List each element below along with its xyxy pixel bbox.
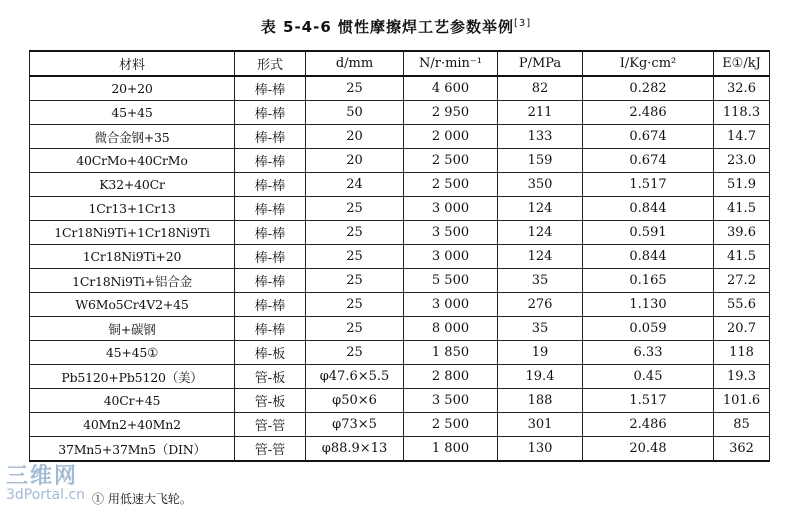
cell-form: 棒-棒 <box>235 149 306 173</box>
watermark-bottom: 3dPortal.cn <box>6 487 86 503</box>
table-row <box>30 269 770 293</box>
cell-speed: 3 500 <box>404 221 498 245</box>
cell-diameter: φ73×5 <box>306 413 404 437</box>
cell-diameter: 25 <box>306 197 404 221</box>
cell-diameter: 25 <box>306 269 404 293</box>
cell-form: 棒-棒 <box>235 293 306 317</box>
cell-diameter: 20 <box>306 149 404 173</box>
cell-material: 1Cr18Ni9Ti+20 <box>30 245 235 269</box>
cell-energy: 20.7 <box>714 317 770 341</box>
cell-speed: 3 500 <box>404 389 498 413</box>
cell-material: 45+45 <box>30 101 235 125</box>
cell-inertia: 1.517 <box>583 389 714 413</box>
table-row <box>30 101 770 125</box>
cell-pressure: 276 <box>498 293 583 317</box>
cell-material: 40Mn2+40Mn2 <box>30 413 235 437</box>
cell-speed: 8 000 <box>404 317 498 341</box>
table-row <box>30 341 770 365</box>
cell-form: 棒-棒 <box>235 317 306 341</box>
cell-pressure: 211 <box>498 101 583 125</box>
cell-pressure: 188 <box>498 389 583 413</box>
cell-inertia: 0.674 <box>583 149 714 173</box>
cell-energy: 118 <box>714 341 770 365</box>
cell-material: 1Cr18Ni9Ti+铝合金 <box>30 269 235 293</box>
cell-inertia: 0.282 <box>583 76 714 101</box>
cell-material: 1Cr18Ni9Ti+1Cr18Ni9Ti <box>30 221 235 245</box>
cell-form: 管-板 <box>235 389 306 413</box>
cell-pressure: 301 <box>498 413 583 437</box>
cell-material: Pb5120+Pb5120（美） <box>30 365 235 389</box>
cell-speed: 2 950 <box>404 101 498 125</box>
cell-diameter: 25 <box>306 293 404 317</box>
cell-speed: 3 000 <box>404 245 498 269</box>
cell-pressure: 35 <box>498 317 583 341</box>
cell-inertia: 0.591 <box>583 221 714 245</box>
cell-inertia: 6.33 <box>583 341 714 365</box>
cell-material: K32+40Cr <box>30 173 235 197</box>
cell-diameter: 50 <box>306 101 404 125</box>
cell-inertia: 0.059 <box>583 317 714 341</box>
table-row <box>30 173 770 197</box>
table-row <box>30 76 770 101</box>
cell-form: 管-管 <box>235 437 306 462</box>
cell-diameter: 25 <box>306 317 404 341</box>
table-row <box>30 389 770 413</box>
cell-pressure: 124 <box>498 197 583 221</box>
footnote: ① 用低速大飞轮。 <box>92 492 192 506</box>
table-title-ref: [3] <box>514 18 532 29</box>
cell-energy: 101.6 <box>714 389 770 413</box>
cell-inertia: 1.130 <box>583 293 714 317</box>
cell-speed: 2 500 <box>404 149 498 173</box>
cell-energy: 55.6 <box>714 293 770 317</box>
header-material: 材料 <box>30 51 235 76</box>
cell-speed: 2 800 <box>404 365 498 389</box>
table-row <box>30 437 770 462</box>
cell-diameter: 25 <box>306 221 404 245</box>
table-row <box>30 317 770 341</box>
cell-material: 铜+碳钢 <box>30 317 235 341</box>
cell-energy: 118.3 <box>714 101 770 125</box>
watermark-logo <box>6 466 85 502</box>
cell-form: 管-管 <box>235 413 306 437</box>
watermark-top: 三维网 <box>6 464 79 489</box>
cell-speed: 3 000 <box>404 197 498 221</box>
cell-form: 棒-棒 <box>235 245 306 269</box>
table-title-text: 表 5-4-6 惯性摩擦焊工艺参数举例 <box>260 18 515 36</box>
cell-material: 微合金钢+35 <box>30 125 235 149</box>
cell-pressure: 19.4 <box>498 365 583 389</box>
table-row <box>30 149 770 173</box>
cell-material: 40CrMo+40CrMo <box>30 149 235 173</box>
cell-form: 棒-棒 <box>235 173 306 197</box>
table-title <box>0 16 792 37</box>
cell-form: 棒-板 <box>235 341 306 365</box>
cell-diameter: 25 <box>306 341 404 365</box>
cell-energy: 85 <box>714 413 770 437</box>
table-row <box>30 245 770 269</box>
cell-pressure: 19 <box>498 341 583 365</box>
cell-form: 棒-棒 <box>235 101 306 125</box>
header-pressure: P/MPa <box>498 51 583 76</box>
header-inertia: I/Kg·cm² <box>583 51 714 76</box>
cell-form: 棒-棒 <box>235 197 306 221</box>
cell-inertia: 2.486 <box>583 413 714 437</box>
cell-energy: 23.0 <box>714 149 770 173</box>
cell-energy: 14.7 <box>714 125 770 149</box>
cell-inertia: 0.165 <box>583 269 714 293</box>
cell-speed: 3 000 <box>404 293 498 317</box>
cell-diameter: φ88.9×13 <box>306 437 404 462</box>
table-row <box>30 221 770 245</box>
cell-speed: 1 850 <box>404 341 498 365</box>
cell-energy: 41.5 <box>714 197 770 221</box>
cell-pressure: 133 <box>498 125 583 149</box>
table-row <box>30 365 770 389</box>
cell-form: 棒-棒 <box>235 269 306 293</box>
header-energy: E①/kJ <box>714 51 770 76</box>
cell-material: 1Cr13+1Cr13 <box>30 197 235 221</box>
cell-form: 棒-棒 <box>235 125 306 149</box>
cell-energy: 32.6 <box>714 76 770 101</box>
cell-material: 37Mn5+37Mn5（DIN） <box>30 437 235 462</box>
cell-energy: 362 <box>714 437 770 462</box>
cell-energy: 27.2 <box>714 269 770 293</box>
cell-inertia: 0.45 <box>583 365 714 389</box>
table-row <box>30 413 770 437</box>
cell-form: 棒-棒 <box>235 76 306 101</box>
cell-pressure: 82 <box>498 76 583 101</box>
header-diameter: d/mm <box>306 51 404 76</box>
cell-pressure: 159 <box>498 149 583 173</box>
cell-pressure: 124 <box>498 221 583 245</box>
process-parameter-table <box>29 50 770 462</box>
cell-energy: 51.9 <box>714 173 770 197</box>
cell-speed: 5 500 <box>404 269 498 293</box>
cell-diameter: 20 <box>306 125 404 149</box>
cell-speed: 2 500 <box>404 173 498 197</box>
cell-energy: 19.3 <box>714 365 770 389</box>
cell-inertia: 20.48 <box>583 437 714 462</box>
cell-energy: 41.5 <box>714 245 770 269</box>
cell-material: 40Cr+45 <box>30 389 235 413</box>
cell-speed: 1 800 <box>404 437 498 462</box>
cell-speed: 2 500 <box>404 413 498 437</box>
cell-diameter: φ47.6×5.5 <box>306 365 404 389</box>
cell-form: 棒-棒 <box>235 221 306 245</box>
table-body <box>30 76 770 461</box>
cell-material: 20+20 <box>30 76 235 101</box>
cell-diameter: 24 <box>306 173 404 197</box>
cell-inertia: 0.674 <box>583 125 714 149</box>
cell-diameter: 25 <box>306 76 404 101</box>
table-row <box>30 125 770 149</box>
cell-inertia: 2.486 <box>583 101 714 125</box>
cell-diameter: 25 <box>306 245 404 269</box>
cell-pressure: 350 <box>498 173 583 197</box>
table-row <box>30 293 770 317</box>
cell-inertia: 1.517 <box>583 173 714 197</box>
cell-inertia: 0.844 <box>583 197 714 221</box>
cell-speed: 4 600 <box>404 76 498 101</box>
cell-pressure: 130 <box>498 437 583 462</box>
cell-energy: 39.6 <box>714 221 770 245</box>
header-speed: N/r·min⁻¹ <box>404 51 498 76</box>
cell-speed: 2 000 <box>404 125 498 149</box>
table-row <box>30 197 770 221</box>
cell-pressure: 124 <box>498 245 583 269</box>
header-row <box>30 51 770 76</box>
cell-form: 管-板 <box>235 365 306 389</box>
cell-diameter: φ50×6 <box>306 389 404 413</box>
cell-pressure: 35 <box>498 269 583 293</box>
header-form: 形式 <box>235 51 306 76</box>
cell-material: W6Mo5Cr4V2+45 <box>30 293 235 317</box>
cell-inertia: 0.844 <box>583 245 714 269</box>
cell-material: 45+45① <box>30 341 235 365</box>
